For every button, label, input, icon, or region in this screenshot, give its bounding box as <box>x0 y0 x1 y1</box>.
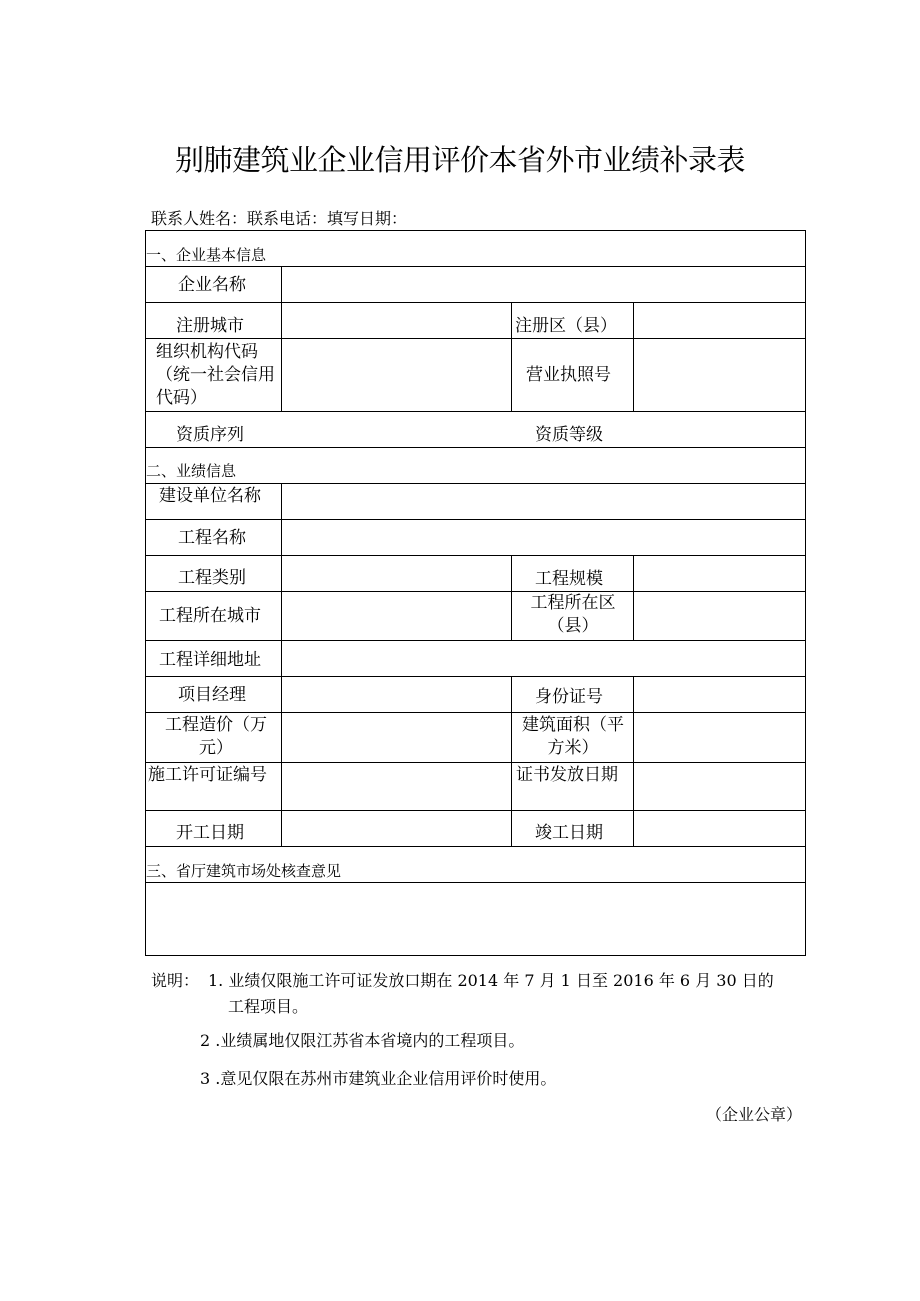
project-manager-field[interactable] <box>286 677 510 711</box>
opinion-area[interactable] <box>147 883 804 955</box>
project-address-field[interactable] <box>286 641 804 675</box>
form-table <box>145 230 806 956</box>
section-basic: 一、企业基本信息 <box>146 246 267 264</box>
label-floor-area: 建筑面积（平方米） <box>522 715 624 758</box>
label-company-name: 企业名称 <box>178 275 246 295</box>
note-1: 1. 业绩仅限施工许可证发放口期在 2014 年 7 月 1 日至 2016 年 6 月 30 日的 <box>208 971 774 990</box>
reg-city-field[interactable] <box>286 303 510 337</box>
label-cert-date: 证书发放日期 <box>516 765 618 785</box>
builder-name-field[interactable] <box>286 484 804 518</box>
label-project-name: 工程名称 <box>178 528 246 548</box>
note-1-cont: 工程项目。 <box>228 997 309 1016</box>
company-name-field[interactable] <box>286 267 804 301</box>
finish-date-field[interactable] <box>638 811 804 845</box>
qual-series-field[interactable] <box>286 412 510 446</box>
org-code-field[interactable] <box>286 339 510 410</box>
permit-no-field[interactable] <box>286 763 510 809</box>
label-license-no: 营业执照号 <box>526 365 611 385</box>
note-2: 2 .业绩属地仅限江苏省本省境内的工程项目。 <box>200 1031 525 1050</box>
qual-level-field[interactable] <box>638 412 804 446</box>
label-id-number: 身份证号 <box>535 687 603 707</box>
page-title: 别肺建筑业企业信用评价本省外市业绩补录表 <box>174 143 745 177</box>
project-type-field[interactable] <box>286 556 510 590</box>
label-project-address: 工程详细地址 <box>159 650 261 670</box>
label-org-code: 组织机构代码（统一社会信用代码） <box>156 342 275 408</box>
id-number-field[interactable] <box>638 677 804 711</box>
label-builder-name: 建设单位名称 <box>159 486 261 506</box>
project-name-field[interactable] <box>286 520 804 554</box>
note-3: 3 .意见仅限在苏州市建筑业企业信用评价时使用。 <box>200 1069 557 1088</box>
contact-line: 联系人姓名：联系电话：填写日期： <box>151 209 408 228</box>
license-no-field[interactable] <box>638 339 804 410</box>
label-project-district: 工程所在区（县） <box>530 593 616 636</box>
project-scale-field[interactable] <box>638 556 804 590</box>
label-reg-city: 注册城市 <box>176 316 244 336</box>
project-cost-field[interactable] <box>286 713 510 761</box>
project-district-field[interactable] <box>638 592 804 639</box>
notes-prefix: 说明： <box>151 971 200 990</box>
label-project-city: 工程所在城市 <box>159 606 261 626</box>
label-project-manager: 项目经理 <box>178 685 246 705</box>
start-date-field[interactable] <box>286 811 510 845</box>
label-qual-series: 资质序列 <box>176 425 244 445</box>
company-seal-label: （企业公章） <box>706 1105 803 1124</box>
floor-area-field[interactable] <box>638 713 804 761</box>
label-project-cost: 工程造价（万元） <box>165 715 267 758</box>
label-qual-level: 资质等级 <box>535 425 603 445</box>
section-opinion: 三、省厅建筑市场处核查意见 <box>146 862 342 880</box>
label-permit-no: 施工许可证编号 <box>148 765 267 785</box>
label-project-type: 工程类别 <box>178 568 246 588</box>
label-finish-date: 竣工日期 <box>535 823 603 843</box>
label-reg-district: 注册区（县） <box>515 316 617 336</box>
project-city-field[interactable] <box>286 592 510 639</box>
reg-district-field[interactable] <box>638 303 804 337</box>
cert-date-field[interactable] <box>638 763 804 809</box>
label-start-date: 开工日期 <box>176 823 244 843</box>
label-project-scale: 工程规模 <box>535 569 603 589</box>
section-performance: 二、业绩信息 <box>146 462 237 480</box>
